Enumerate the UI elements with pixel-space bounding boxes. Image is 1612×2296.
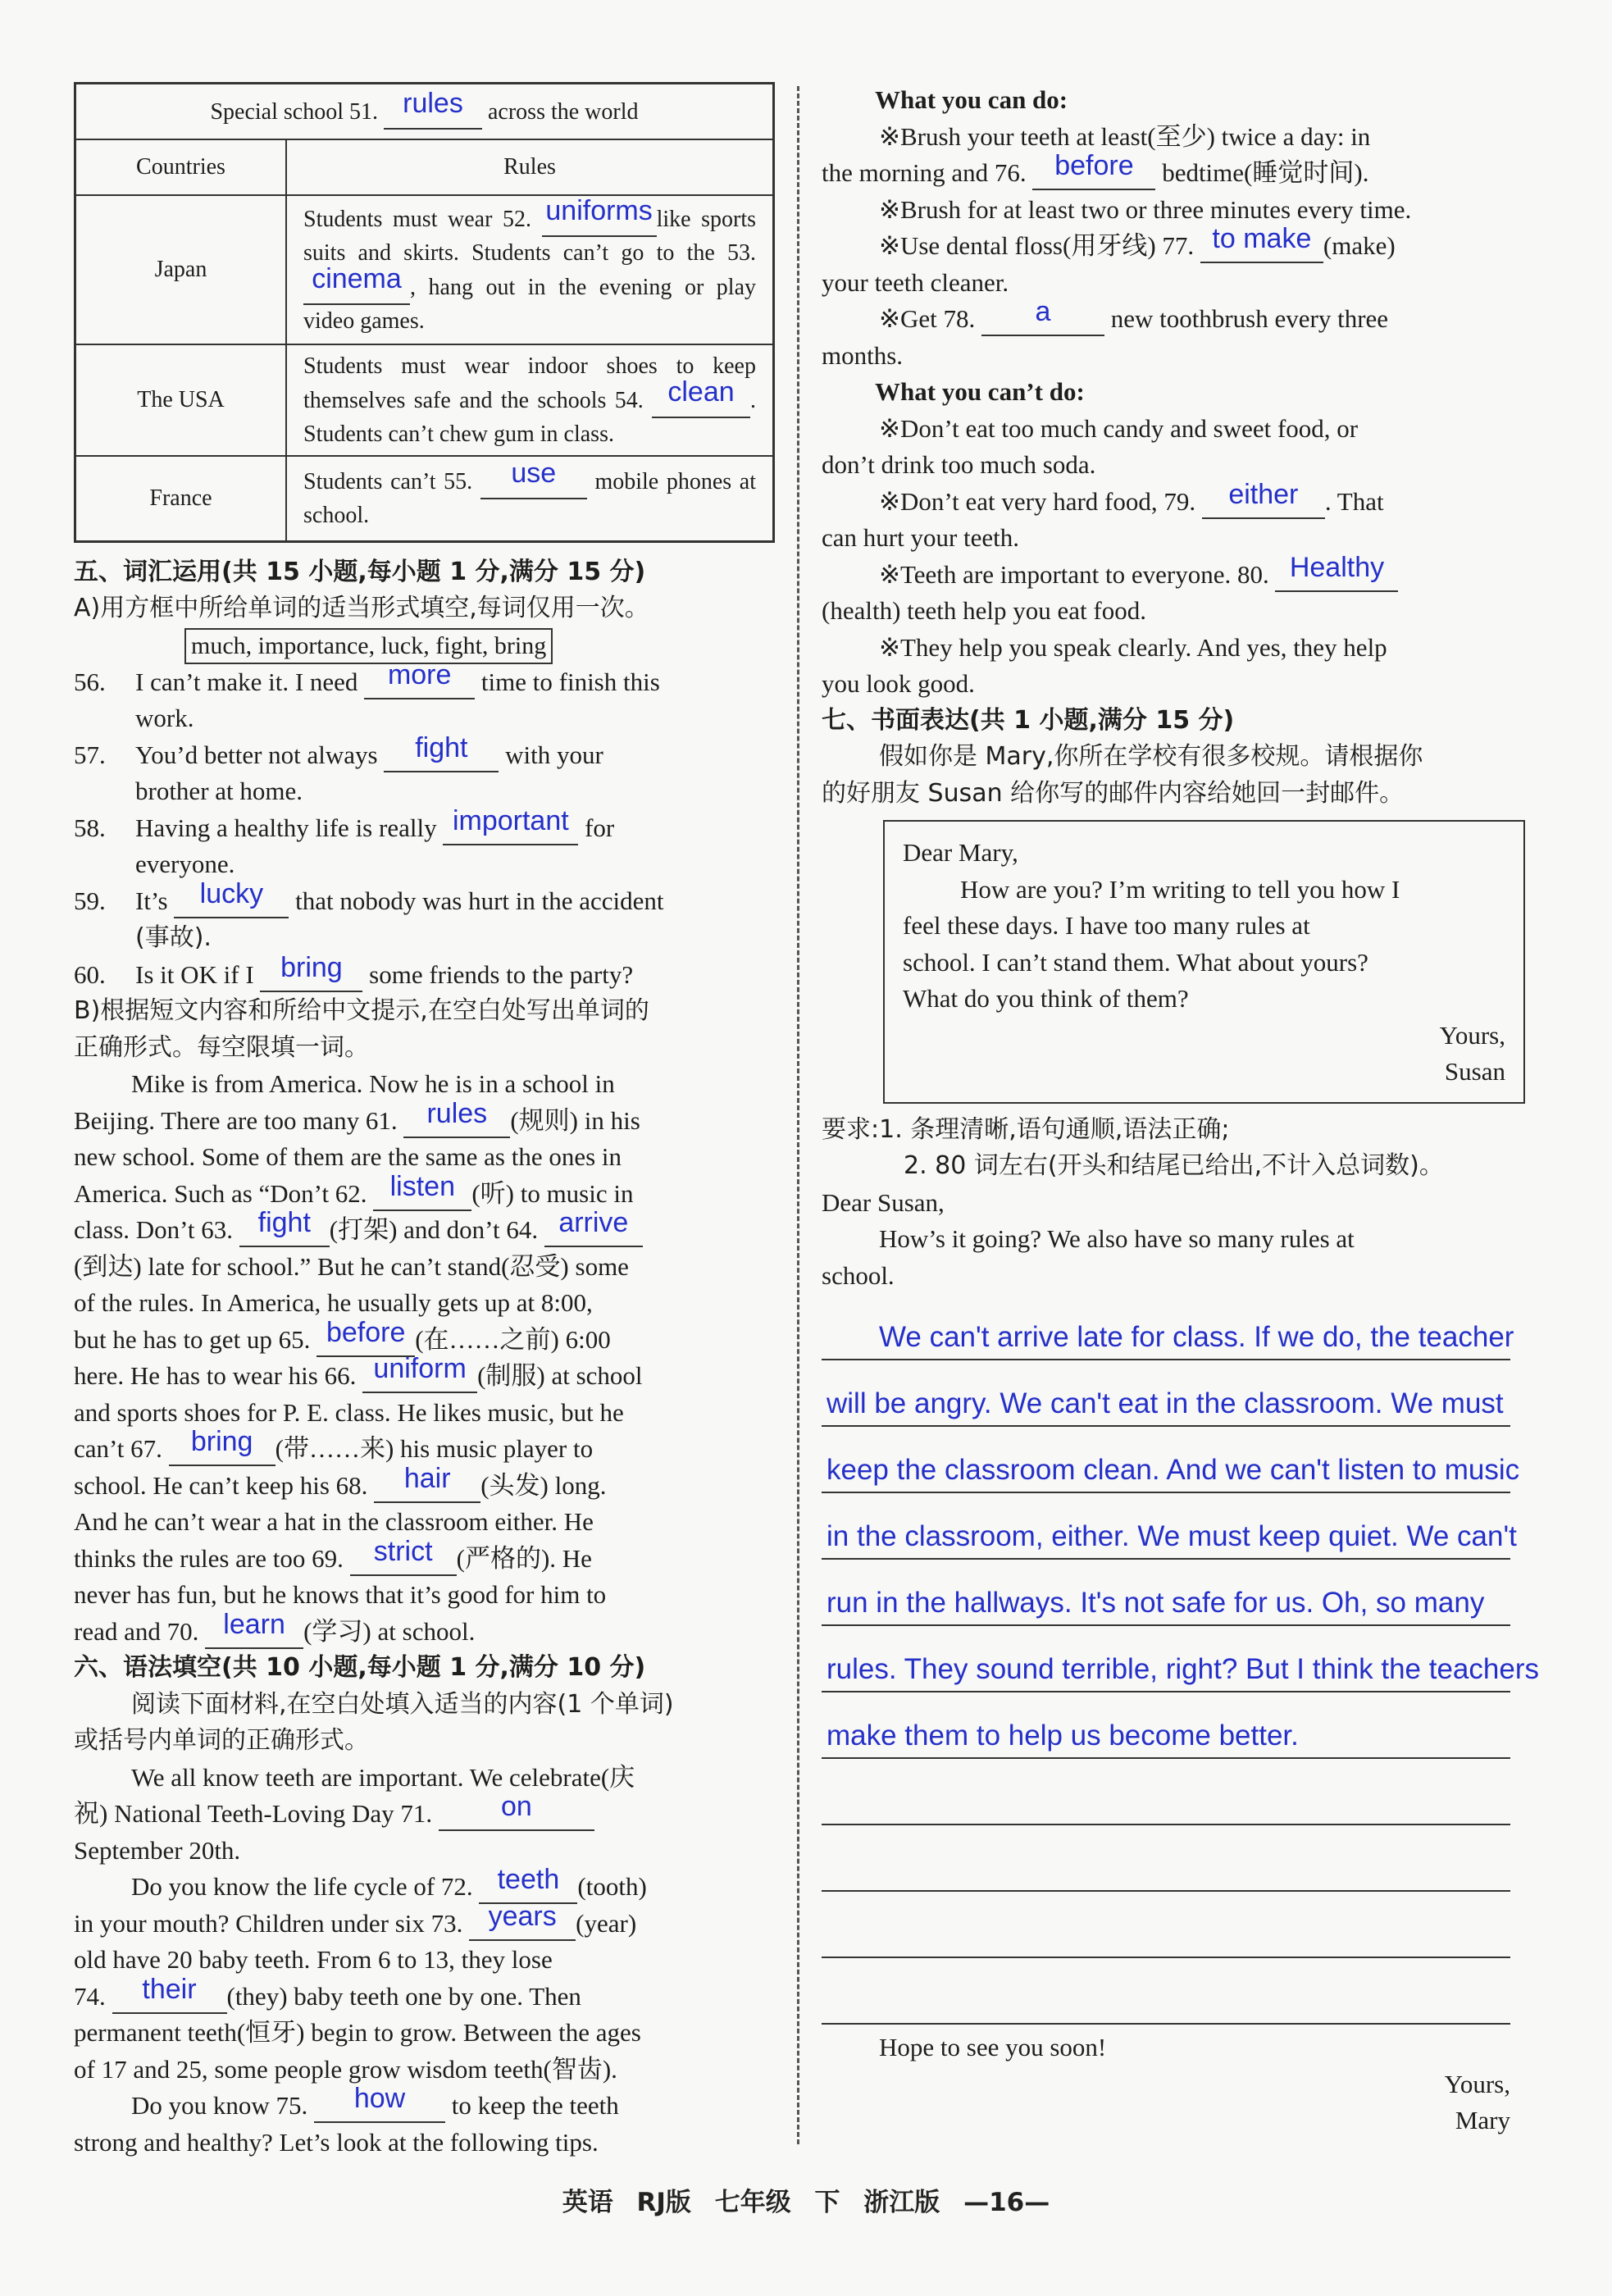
letter-line: What do you think of them? [903,984,1189,1013]
answer-70: learn [223,1608,285,1640]
writing-line [822,1892,1510,1958]
passage-line: to keep the teeth [451,2091,619,2120]
answer-55: use [511,458,557,490]
writing-line [822,1825,1510,1892]
tip-line: (health) teeth help you eat food. [822,596,1146,625]
item-text: for [585,813,615,842]
answer-68: hair [403,1462,451,1494]
section-7-prompt-cont: 的好朋友 Susan 给你写的邮件内容给她回一封邮件。 [822,778,1405,808]
writing-line [822,1759,1510,1825]
item-text: with your [505,740,603,769]
answer-73: years [488,1900,557,1932]
letter-greeting: Dear Mary, [903,838,1018,867]
rules-table [74,82,775,543]
item-number: 57. [74,740,106,769]
answer-72: teeth [497,1864,560,1895]
answer-writing-area [822,1294,1539,2025]
passage-line: strong and healthy? Let’s look at the following tips. [74,2127,599,2157]
tip-line: ※Brush your teeth at least(至少) twice a day: in [879,121,1371,151]
passage-line: (头发) long. [480,1470,607,1500]
item-60 [74,951,775,994]
blank-62 [373,1170,471,1211]
blank-64 [544,1207,643,1247]
rule-text: like sports suits and skirts. [303,207,757,266]
item-text: (事故). [135,923,212,952]
writing-line [822,1427,1520,1493]
passage-line: of the rules. In America, he usually gets up at 8:00, [74,1288,593,1317]
page-footer: 英语 RJ版 七年级 下 浙江版 —16— [562,2188,1050,2217]
rule-cell-japan [286,195,774,344]
blank-60 [260,951,362,992]
item-text: everyone. [135,850,235,878]
passage-line: (tooth) [577,1872,647,1901]
answer-71: on [501,1791,532,1822]
tip-line: ※Get 78. [879,304,976,333]
blank-68 [374,1462,480,1503]
column-divider [797,86,799,2144]
passage-line: (制服) at school [477,1361,643,1390]
passage-line: America. Such as “Don’t 62. [74,1178,367,1208]
passage-line: here. He has to wear his 66. [74,1361,357,1390]
answer-58: important [452,804,569,836]
passage-line: Do you know the life cycle of 72. [131,1872,473,1901]
answer-53: cinema [312,263,402,294]
tip-line: . That [1324,486,1384,516]
answer-57: fight [415,731,468,763]
written-text: make them to help us become better. [826,1720,1299,1752]
blank-80 [1275,551,1398,592]
tip-line: ※Use dental floss(用牙线) 77. [879,231,1195,260]
writing-line [822,1360,1510,1427]
passage-mike [74,1066,775,1650]
reply-greeting: Dear Susan, [822,1187,945,1217]
blank-69 [350,1535,457,1576]
blank-52 [542,195,657,237]
reply-opening: How’s it going? We also have so many rules at [879,1224,1355,1253]
blank-74 [112,1973,227,2014]
blank-56 [364,658,475,699]
table-title-suffix: across the world [488,98,639,125]
passage-line: (带……来) his music player to [275,1434,594,1463]
can-do-heading: What you can do: [875,85,1068,114]
answer-61: rules [426,1097,488,1129]
reply-ending: Hope to see you soon! [879,2033,1107,2061]
blank-77 [1200,223,1323,263]
passage-line: (到达) late for school.” But he can’t stand(忍受) some [74,1251,629,1281]
passage-line: (规则) in his [510,1105,640,1135]
requirement-1: 要求:1. 条理清晰,语句通顺,语法正确; [822,1114,1230,1144]
tip-line: ※Teeth are important to everyone. 80. [879,559,1269,589]
cant-do-heading: What you can’t do: [875,377,1085,406]
item-text: time to finish this [480,667,660,696]
col-header-rules: Rules [286,139,774,195]
blank-70 [205,1608,303,1649]
blank-59 [174,877,289,918]
blank-53 [303,263,410,305]
section-6-heading: 六、语法填空(共 10 小题,每小题 1 分,满分 10 分) [74,1653,646,1682]
passage-line: read and 70. [74,1616,199,1646]
country-japan: Japan [75,195,287,344]
rule-cell-usa [286,344,774,456]
item-text: brother at home. [135,777,303,805]
passage-teeth [74,1760,775,2162]
passage-line: (year) [576,1908,637,1938]
tip-line: the morning and 76. [822,158,1027,187]
passage-line: class. Don’t 63. [74,1215,234,1244]
section-6-instruction: 阅读下面材料,在空白处填入适当的内容(1 个单词) [131,1689,674,1719]
rule-text: Students can’t chew gum in class. [303,421,614,447]
writing-line [822,1294,1514,1360]
blank-54 [652,376,750,418]
passage-line: Mike is from America. Now he is in a school in [131,1069,615,1098]
tip-line: ※Don’t eat too much candy and sweet food, or [879,413,1359,443]
tip-line: don’t drink too much soda. [822,450,1096,479]
writing-line [822,1958,1510,2025]
wordbox-row [74,627,775,664]
item-text: Having a healthy life is really [135,813,437,842]
tip-line: can hurt your teeth. [822,523,1020,552]
blank-58 [443,804,578,845]
blank-79 [1202,478,1325,519]
reply-signature: Mary [1455,2106,1510,2134]
item-text: Is it OK if I [135,959,254,989]
item-number: 56. [74,667,106,696]
written-text: We can't arrive late for class. If we do, the teacher [879,1321,1514,1353]
blank-75 [314,2083,445,2123]
item-text: You’d better not always [135,740,378,769]
country-france: France [75,456,287,541]
blank-67 [169,1426,275,1466]
tip-line: your teeth cleaner. [822,267,1009,297]
tip-line: ※Brush for at least two or three minutes every time. [879,194,1412,224]
written-text: will be angry. We can't eat in the classroom. We must [826,1387,1504,1419]
written-text: keep the classroom clean. And we can't listen to music [826,1454,1520,1486]
section-7-heading: 七、书面表达(共 1 小题,满分 15 分) [822,705,1235,735]
letter-line: school. I can’t stand them. What about yours? [903,947,1368,977]
item-56 [74,658,775,737]
answer-59: lucky [199,877,264,909]
section-5-part-b: B)根据短文内容和所给中文提示,在空白处写出单词的 [74,996,649,1025]
rule-cell-france [286,456,774,541]
right-column [822,82,1539,2139]
answer-56: more [387,658,452,690]
writing-line [822,1692,1510,1759]
answer-54: clean [667,376,735,408]
passage-line: new school. Some of them are the same as the ones in [74,1142,622,1171]
passage-line: 祝) National Teeth-Loving Day 71. [74,1799,433,1828]
word-box: much, importance, luck, fight, bring [184,628,553,664]
letter-line: How are you? I’m writing to tell you how I [960,874,1400,904]
blank-65 [316,1316,415,1357]
item-text: some friends to the party? [369,959,634,989]
blank-72 [479,1864,577,1904]
answer-63: fight [257,1207,311,1238]
col-header-countries: Countries [75,139,287,195]
blank-57 [384,731,499,772]
answer-52: uniforms [545,195,653,226]
passage-line: can’t 67. [74,1434,162,1463]
passage-line: but he has to get up 65. [74,1324,311,1354]
passage-line: and sports shoes for P. E. class. He likes music, but he [74,1397,624,1427]
passage-line: Do you know 75. [131,2091,308,2120]
section-5-heading: 五、词汇运用(共 15 小题,每小题 1 分,满分 15 分) [74,557,646,586]
passage-line: And he can’t wear a hat in the classroom either. He [74,1507,594,1536]
passage-line: never has fun, but he knows that it’s good for him to [74,1580,607,1609]
blank-71 [439,1791,594,1831]
answer-79: either [1228,478,1299,510]
item-number: 60. [74,959,106,989]
blank-63 [239,1207,330,1247]
passage-line: 74. [74,1981,106,2011]
passage-line: permanent teeth(恒牙) begin to grow. Between the ages [74,2018,641,2047]
passage-line: (在……之前) 6:00 [415,1324,611,1354]
item-number: 59. [74,886,106,915]
answer-77: to make [1212,223,1312,254]
writing-line [822,1560,1510,1626]
item-59 [74,877,775,957]
answer-66: uniform [373,1353,467,1384]
item-57 [74,731,775,810]
writing-line [822,1626,1539,1692]
item-text: work. [135,704,194,732]
section-5-part-a: A)用方框中所给单词的适当形式填空,每词仅用一次。 [74,594,649,622]
answer-60: bring [280,951,343,983]
written-text: run in the hallways. It's not safe for us. Oh, so many [826,1587,1485,1619]
passage-line: We all know teeth are important. We celebrate(庆 [131,1762,635,1792]
written-text: in the classroom, either. We must keep quiet. We can't [826,1520,1517,1552]
answer-80: Healthy [1289,551,1385,583]
table-title-text: Special school 51. [210,98,378,125]
answer-75: how [353,2083,406,2114]
passage-line: September 20th. [74,1835,241,1865]
blank-73 [469,1900,576,1941]
passage-line: Beijing. There are too many 61. [74,1105,398,1135]
answer-51: rules [403,87,463,119]
passage-line: (打架) and don’t 64. [329,1215,539,1244]
blank-61 [403,1097,510,1138]
passage-line: (they) baby teeth one by one. Then [226,1981,581,2011]
passage-line: old have 20 baby teeth. From 6 to 13, they lose [74,1945,553,1974]
answer-69: strict [373,1535,433,1567]
reply-closing: Yours, [1444,2069,1510,2098]
item-58 [74,804,775,883]
tip-line: ※They help you speak clearly. And yes, they help [879,632,1387,662]
blank-76 [1032,150,1155,190]
section-7-prompt: 假如你是 Mary,你所在学校有很多校规。请根据你 [879,742,1423,771]
rule-text: . [750,387,756,413]
tip-line: you look good. [822,669,975,698]
answer-62: listen [389,1170,455,1202]
written-text: rules. They sound terrible, right? But I think the teachers [826,1653,1539,1685]
blank-78 [981,296,1104,336]
passage-line: in your mouth? Children under six 73. [74,1908,463,1938]
rule-text: Students can’t 55. [303,469,473,495]
passage-line: (听) to music in [471,1178,634,1208]
rule-text: , hang out in the evening or play video games. [303,275,756,334]
tip-line: months. [822,340,904,370]
blank-55 [480,458,587,499]
rule-text: Students must wear indoor shoes to keep themselves safe and the schools 54. [303,353,756,413]
table-title [75,84,774,140]
rule-text: Students must wear 52. [303,207,531,232]
tip-line: new toothbrush every three [1110,304,1389,333]
blank-66 [362,1353,477,1393]
answer-74: their [142,1973,197,2005]
tip-line: (make) [1323,231,1396,260]
answer-65: before [326,1316,406,1348]
rule-text: mobile phones at school. [303,469,757,529]
passage-line: (严格的). He [456,1543,592,1573]
section-5-part-b-cont: 正确形式。每空限填一词。 [74,1032,369,1062]
passage-line: thinks the rules are too 69. [74,1543,344,1573]
answer-67: bring [190,1426,253,1457]
item-text: It’s [135,886,168,915]
rule-text: Students can’t go to the 53. [471,240,756,266]
letter-closing: Yours, [1439,1020,1505,1050]
item-text: I can’t make it. I need [135,667,358,696]
requirement-2: 2. 80 词左右(开头和结尾已给出,不计入总词数)。 [904,1151,1444,1180]
item-text: that nobody was hurt in the accident [295,886,664,915]
reply-opening-cont: school. [822,1260,895,1290]
blank-51 [384,87,482,130]
susan-letter [883,820,1525,1104]
tip-line: ※Don’t eat very hard food, 79. [879,486,1196,516]
item-number: 58. [74,813,106,842]
passage-line: school. He can’t keep his 68. [74,1470,368,1500]
answer-78: a [1035,296,1051,327]
writing-line [822,1493,1517,1560]
passage-line: (学习) at school. [303,1616,476,1646]
answer-76: before [1054,150,1134,181]
country-usa: The USA [75,344,287,456]
tip-line: bedtime(睡觉时间). [1162,158,1369,187]
answer-64: arrive [558,1207,629,1238]
letter-line: feel these days. I have too many rules at [903,911,1310,940]
passage-line: of 17 and 25, some people grow wisdom teeth(智齿). [74,2054,617,2084]
left-column [74,82,775,2161]
section-6-instruction-cont: 或括号内单词的正确形式。 [74,1726,369,1755]
letter-signature: Susan [1444,1057,1505,1086]
